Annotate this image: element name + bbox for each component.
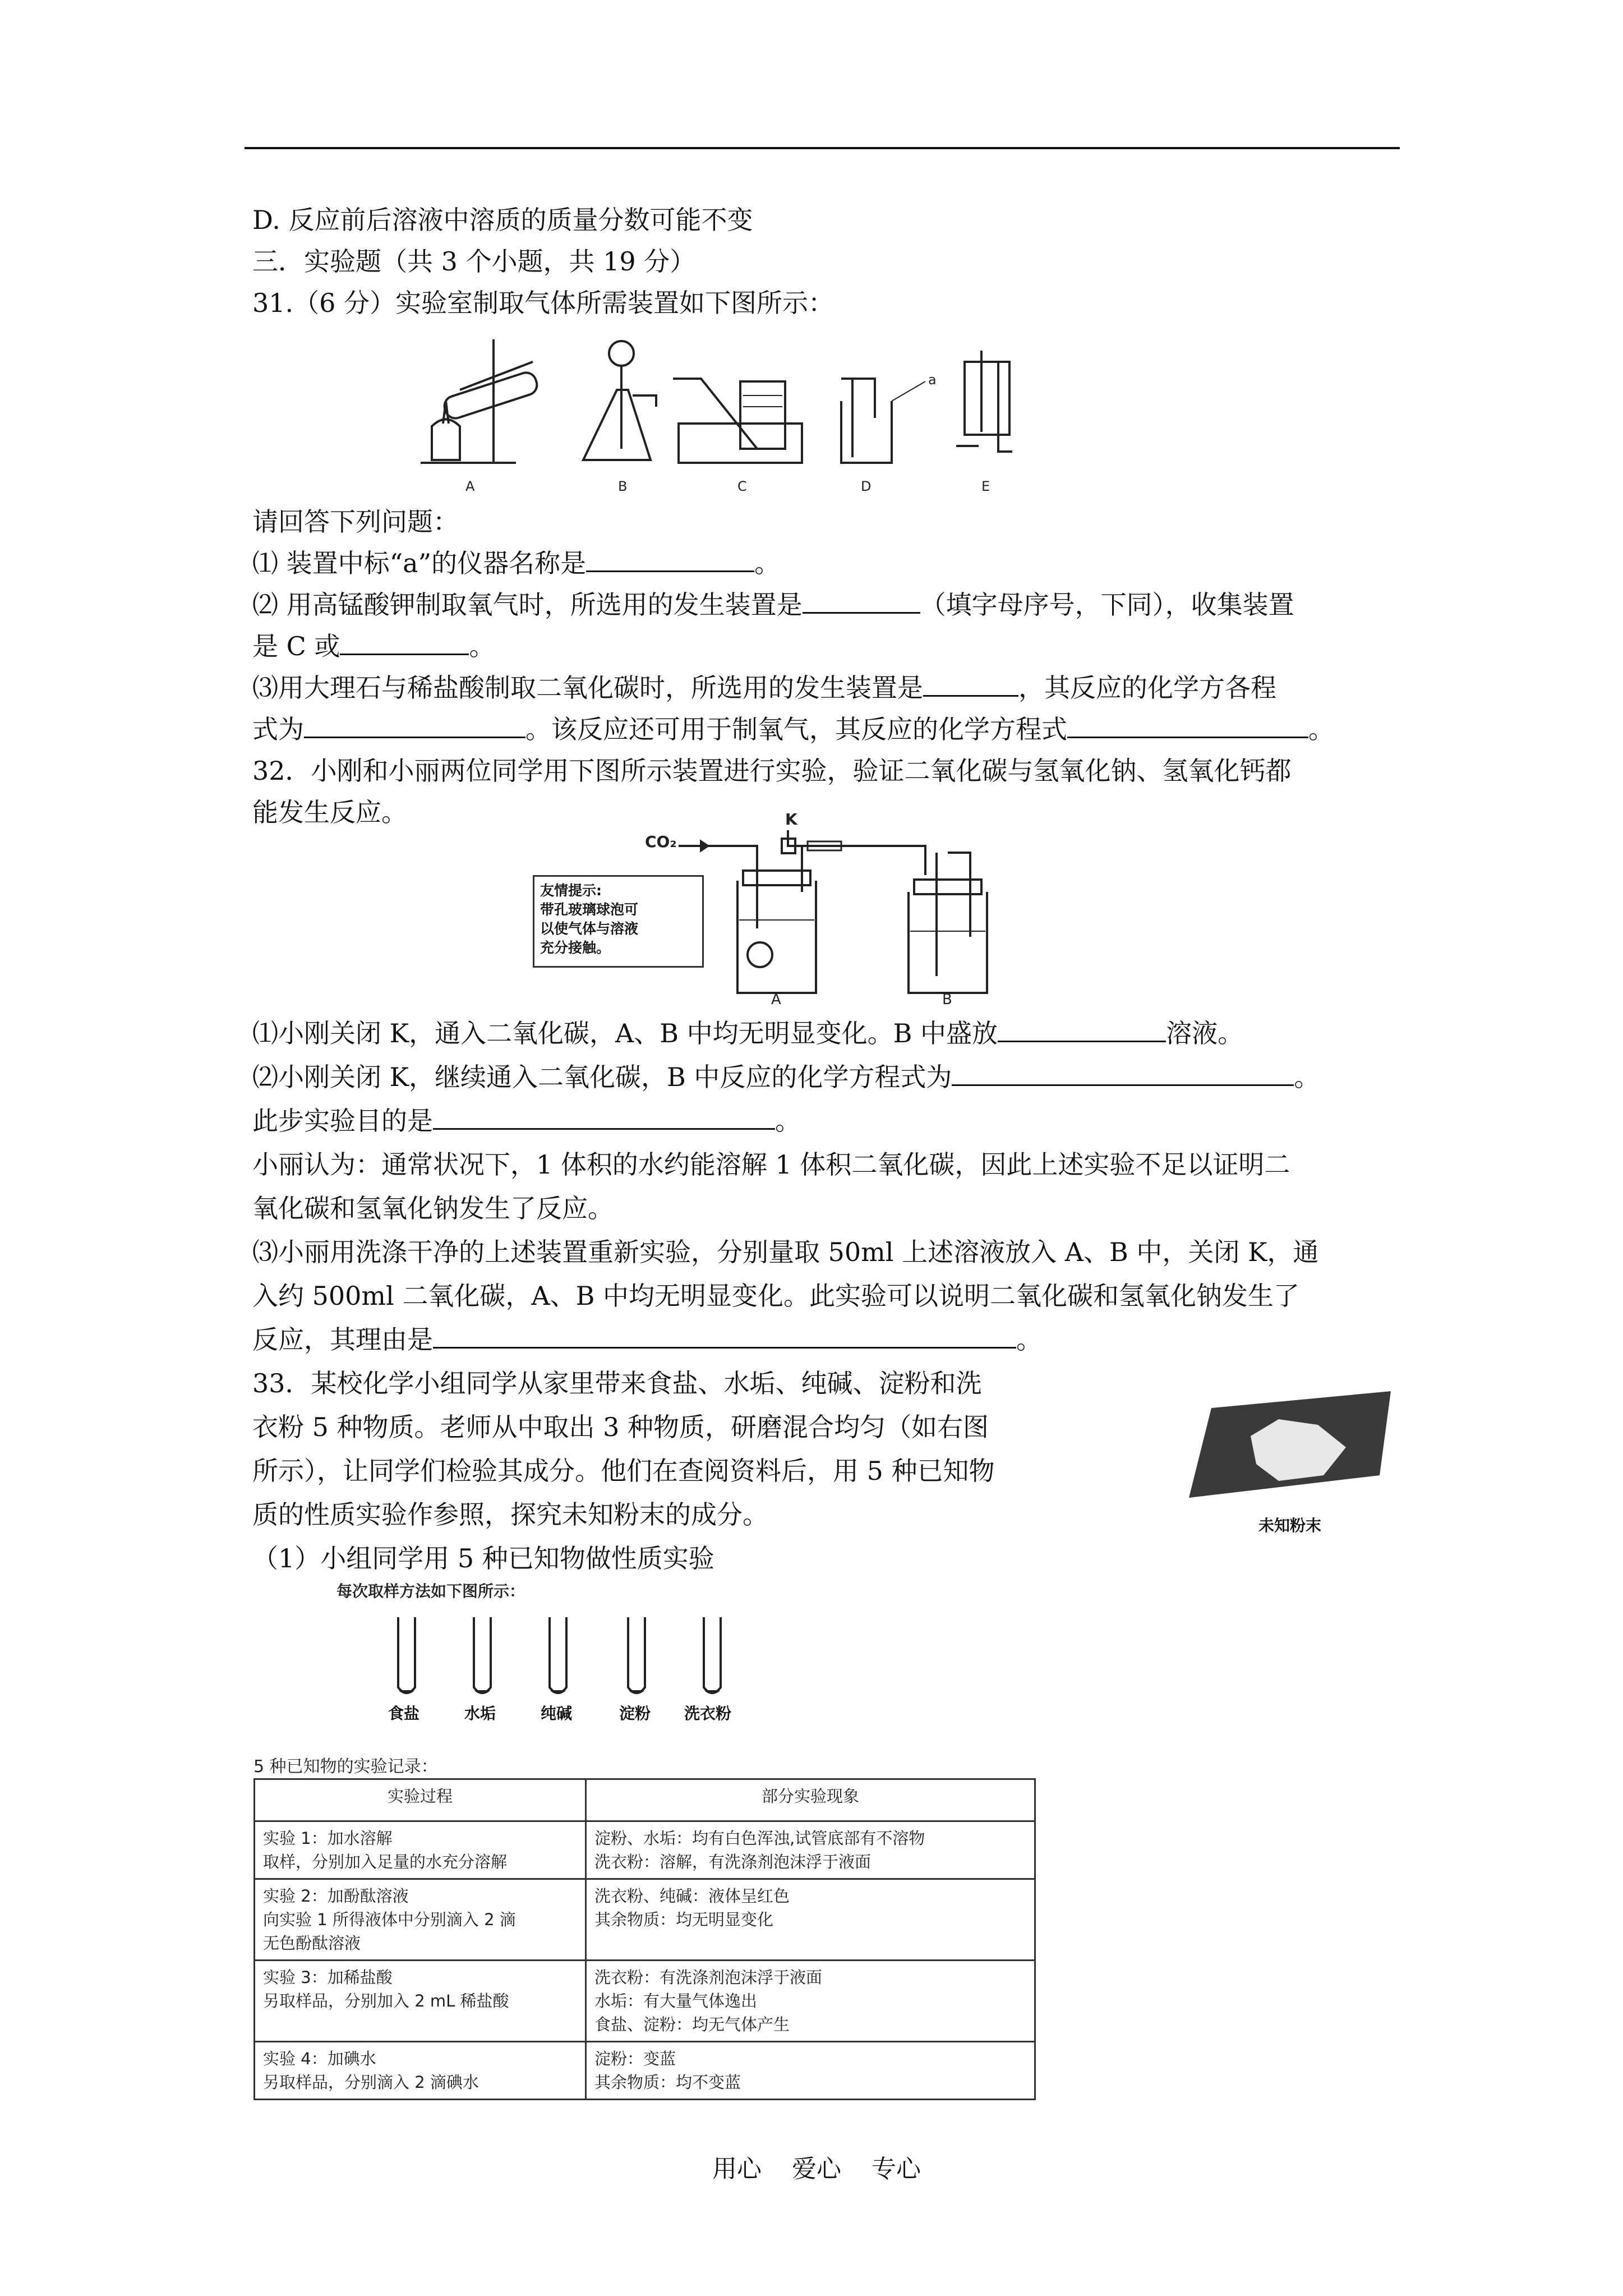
apparatus-d — [841, 379, 925, 463]
svg-text:A: A — [465, 478, 475, 494]
procedure-line: 无色酚酞溶液 — [263, 1934, 361, 1953]
q32-part3-3: 反应，其理由是 。 — [252, 1324, 1042, 1355]
table-row — [255, 2042, 1035, 2100]
procedure-line: 实验 4：加碘水 — [263, 2049, 376, 2068]
q31-part3-cont: 式为 。该反应还可用于制氧气，其反应的化学方程式 。 — [252, 714, 1334, 744]
q31-apparatus-figure — [409, 328, 1284, 496]
svg-text:a: a — [928, 372, 937, 388]
q33-stem-3: 所示），让同学们检验其成分。他们在查阅资料后，用 5 种已知物 — [252, 1456, 995, 1486]
tube-label: 纯碱 — [541, 1704, 573, 1723]
observation-line: 淀粉、水垢：均有白色浑浊,试管底部有不溶物 — [594, 1829, 925, 1848]
q32-part3-2: 入约 500ml 二氧化碳，A、B 中均无明显变化。此实验可以说明二氧化碳和氢氧化钠发生了 — [252, 1281, 1300, 1311]
q32-part1: ⑴小刚关闭 K，通入二氧化碳，A、B 中均无明显变化。B 中盛放 溶液。 — [252, 1018, 1244, 1048]
svg-text:A: A — [771, 991, 781, 1004]
q31-prompt: 请回答下列问题： — [252, 507, 459, 537]
tip-line: 充分接触。 — [540, 940, 611, 956]
observation-cell — [586, 1879, 1035, 1961]
svg-text:C: C — [737, 478, 747, 494]
section-heading: 三．实验题（共 3 个小题，共 19 分） — [252, 246, 696, 277]
procedure-line: 实验 3：加稀盐酸 — [263, 1968, 393, 1987]
tip-title: 友情提示: — [540, 882, 602, 899]
procedure-line: 另取样品，分别加入 2 mL 稀盐酸 — [263, 1991, 509, 2010]
table-row — [255, 1821, 1035, 1879]
procedure-line: 实验 2：加酚酞溶液 — [263, 1887, 409, 1906]
observation-cell — [586, 1961, 1035, 2042]
tip-line: 带孔玻璃球泡可 — [540, 901, 639, 918]
apparatus-e — [956, 351, 1012, 452]
procedure-line: 取样，分别加入足量的水充分溶解 — [263, 1852, 508, 1871]
svg-text:E: E — [981, 478, 990, 494]
procedure-cell — [255, 1961, 586, 2042]
apparatus-c — [673, 379, 802, 463]
svg-text:B: B — [618, 478, 628, 494]
observation-line: 洗衣粉：有洗涤剂泡沫浮于液面 — [594, 1968, 823, 1987]
tube-label: 淀粉 — [619, 1704, 651, 1723]
q32-stem-2: 能发生反应。 — [252, 797, 407, 827]
q32-xiaoli-2: 氧化碳和氢氧化钠发生了反应。 — [252, 1193, 614, 1223]
observation-cell — [586, 1821, 1035, 1879]
observation-line: 其余物质：均无明显变化 — [594, 1910, 774, 1929]
q32-part2-cont: 此步实验目的是 。 — [252, 1106, 801, 1136]
svg-text:B: B — [942, 991, 952, 1004]
test-tubes-figure — [336, 1579, 785, 1736]
q30-option-d: D. 反应前后溶液中溶质的质量分数可能不变 — [252, 205, 753, 235]
valve-k-label: K — [785, 810, 797, 829]
observation-line: 洗衣粉、纯碱：液体呈红色 — [594, 1887, 790, 1906]
q33-sub1: （1）小组同学用 5 种已知物做性质实验 — [252, 1543, 714, 1573]
tube-label: 水垢 — [464, 1704, 496, 1723]
q32-xiaoli-1: 小丽认为：通常状况下，1 体积的水约能溶解 1 体积二氧化碳，因此上述实验不足以证明二 — [252, 1149, 1290, 1180]
observation-line: 淀粉：变蓝 — [594, 2049, 676, 2068]
q32-stem-1: 32．小刚和小丽两位同学用下图所示装置进行实验，验证二氧化碳与氢氧化钠、氢氧化钙都 — [252, 756, 1292, 786]
procedure-line: 另取样品，分别滴入 2 滴碘水 — [263, 2073, 479, 2092]
co2-label: CO₂ — [645, 832, 677, 851]
tip-line: 以使气体与溶液 — [540, 921, 639, 937]
header-rule — [245, 147, 1400, 149]
q33-stem-1: 33．某校化学小组同学从家里带来食盐、水垢、纯碱、淀粉和洗 — [252, 1368, 982, 1398]
q32-part3-1: ⑶小丽用洗涤干净的上述装置重新实验，分别量取 50ml 上述溶液放入 A、B 中，关闭 K，通 — [252, 1237, 1319, 1267]
tubes-caption: 每次取样方法如下图所示： — [336, 1582, 525, 1600]
observation-line: 其余物质：均不变蓝 — [594, 2073, 741, 2092]
procedure-cell — [255, 1821, 586, 1879]
q31-part3: ⑶用大理石与稀盐酸制取二氧化碳时，所选用的发生装置是 ，其反应的化学方各程 — [252, 673, 1276, 703]
experiment-record-table — [253, 1778, 1036, 2100]
q32-tip-box — [533, 875, 704, 968]
table-header: 实验过程 — [255, 1779, 586, 1821]
tube-label: 食盐 — [388, 1704, 420, 1723]
svg-text:D: D — [861, 478, 872, 494]
q32-part2: ⑵小刚关闭 K，继续通入二氧化碳，B 中反应的化学方程式为 。 — [252, 1062, 1320, 1092]
observation-cell — [586, 2042, 1035, 2100]
apparatus-a — [421, 339, 540, 463]
procedure-line: 向实验 1 所得液体中分别滴入 2 滴 — [263, 1910, 516, 1929]
tube-label: 洗衣粉 — [684, 1704, 732, 1723]
q31-part2-cont: 是 C 或 。 — [252, 631, 495, 661]
table-title: 5 种已知物的实验记录： — [253, 1757, 438, 1777]
observation-line: 洗衣粉：溶解，有洗涤剂泡沫浮于液面 — [594, 1852, 872, 1871]
unknown-powder-image — [1178, 1386, 1402, 1537]
q31-stem: 31.（6 分）实验室制取气体所需装置如下图所示： — [252, 288, 834, 318]
q31-part1: ⑴ 装置中标“a”的仪器名称是 。 — [252, 548, 781, 578]
procedure-cell — [255, 1879, 586, 1961]
unknown-powder-label: 未知粉末 — [1258, 1516, 1321, 1535]
observation-line: 水垢：有大量气体逸出 — [594, 1991, 758, 2010]
table-row — [255, 1961, 1035, 2042]
observation-line: 食盐、淀粉：均无气体产生 — [594, 2015, 790, 2034]
q33-stem-4: 质的性质实验作参照，探究未知粉末的成分。 — [252, 1499, 768, 1530]
table-row — [255, 1879, 1035, 1961]
table-header: 部分实验现象 — [586, 1779, 1035, 1821]
procedure-cell — [255, 2042, 586, 2100]
procedure-line: 实验 1：加水溶解 — [263, 1829, 393, 1848]
q31-part2: ⑵ 用高锰酸钾制取氧气时，所选用的发生装置是 （填字母序号，下同），收集装置 — [252, 590, 1294, 620]
apparatus-b — [583, 341, 656, 460]
footer: 用心 爱心 专心 — [712, 2155, 921, 2183]
q33-stem-2: 衣粉 5 种物质。老师从中取出 3 种物质，研磨混合均匀（如右图 — [252, 1412, 989, 1442]
